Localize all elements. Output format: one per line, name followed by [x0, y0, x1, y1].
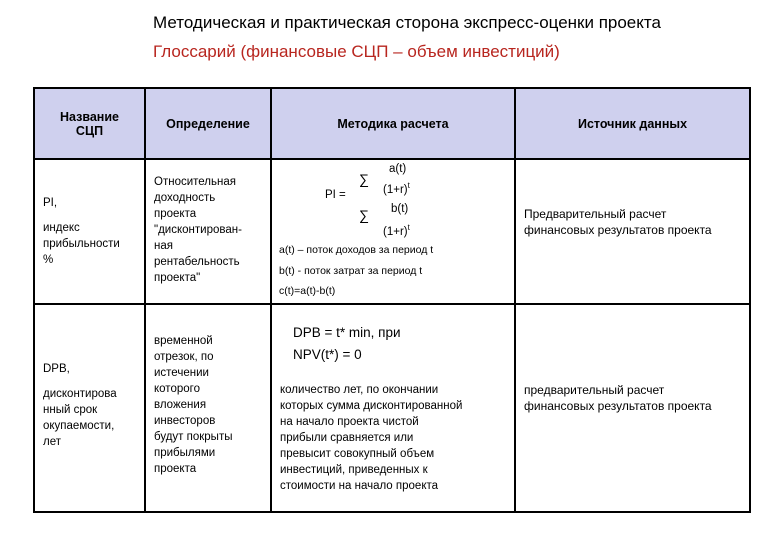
row1-definition: Относительная доходность проекта "дисконтирован- ная рентабельность проекта"	[154, 176, 242, 284]
row2-source: предварительный расчет финансовых результатов проекта	[524, 383, 712, 413]
formula-note: a(t) – поток доходов за период t	[279, 244, 434, 256]
row2-definition: временной отрезок, по истечении которого вложения инвесторов будут покрыты прибылями проекта	[154, 335, 233, 475]
formula-num-denominator: $(1+r)^t$	[383, 181, 410, 196]
sigma-symbol: ∑	[359, 171, 369, 187]
row1-source: Предварительный расчет финансовых результатов проекта	[524, 207, 712, 237]
row2-name: DPB, дисконтирова нный срок окупаемости, лет	[43, 363, 117, 448]
formula-den-denominator: $(1+r)^t$	[383, 223, 410, 238]
row1-name: PI, индекс прибыльности %	[43, 197, 120, 266]
formula-note: b(t) - поток затрат за период t	[279, 265, 423, 277]
page-title: Методическая и практическая сторона экспресс-оценки проекта	[153, 13, 661, 32]
header-definition: Определение	[166, 116, 250, 131]
formula-lhs: PI =	[325, 189, 346, 201]
page-subtitle: Глоссарий (финансовые СЦП – объем инвестиций)	[153, 42, 560, 61]
header-method: Методика расчета	[337, 116, 449, 131]
glossary-table	[33, 87, 751, 513]
sigma-symbol: ∑	[359, 207, 369, 223]
formula-denominator: b(t)	[391, 203, 409, 215]
formula-note: c(t)=a(t)-b(t)	[279, 285, 336, 297]
dpb-condition: NPV(t*) = 0	[293, 347, 362, 362]
row-divider	[35, 303, 749, 305]
dpb-formula: DPB = t* min, при	[293, 325, 401, 340]
header-source: Источник данных	[577, 116, 688, 131]
header-name: Название СЦП	[59, 109, 119, 138]
dpb-description: количество лет, по окончании которых сумма дисконтированной на начало проекта чистой прибыли сравняется или превысит совокупный объем инвестиций, приведенных к стоимости на начало проекта	[280, 384, 463, 492]
formula-numerator: a(t)	[389, 163, 407, 175]
